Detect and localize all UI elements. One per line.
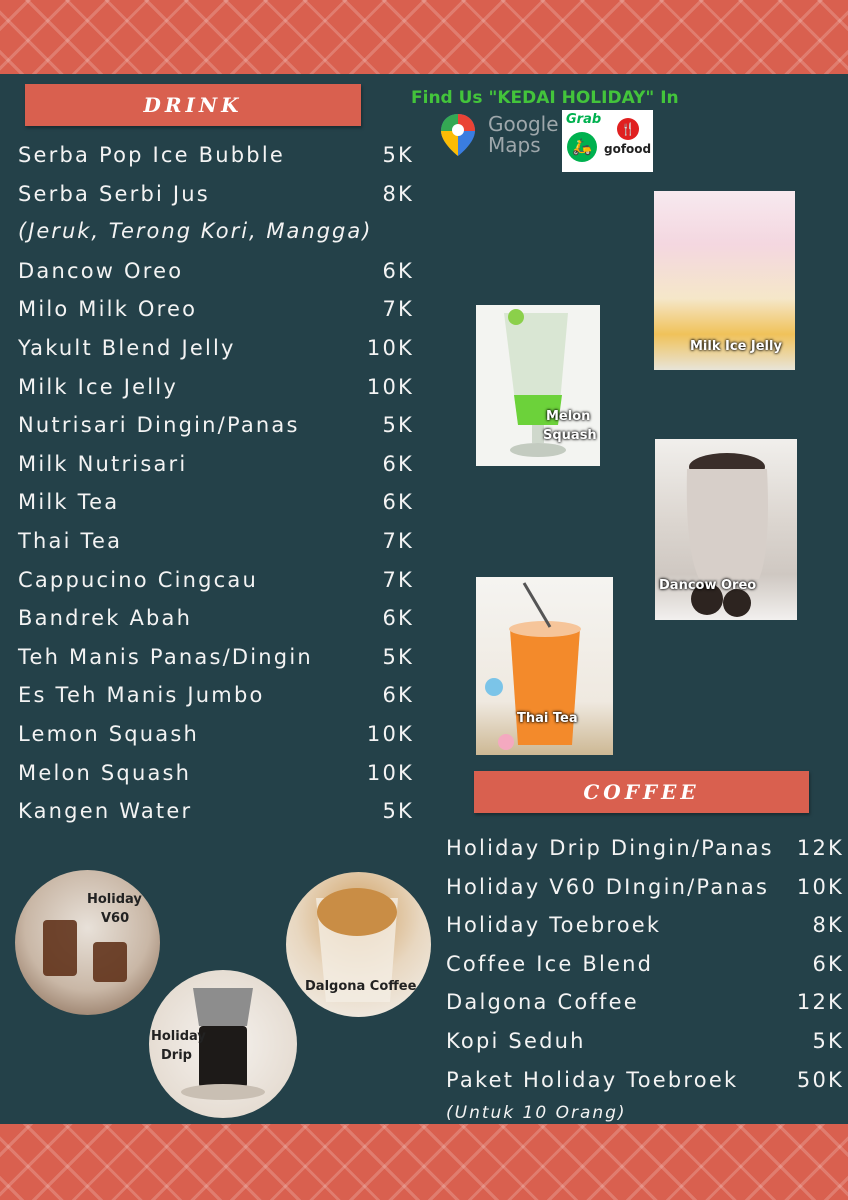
drink-item-price: 7K: [382, 529, 414, 553]
drink-item-price: 6K: [382, 683, 414, 708]
drink-item: [18, 295, 414, 323]
drink-item-name: Milo Milk Oreo: [18, 297, 198, 322]
drink-item: [18, 566, 414, 594]
holiday-drip-caption-line1: Holiday: [151, 1029, 206, 1044]
drink-item-price: 8K: [382, 181, 414, 206]
drink-item-price: 5K: [382, 143, 414, 167]
google-maps-logo: [436, 112, 559, 158]
drink-item: [18, 488, 414, 516]
drink-item-name: Bandrek Abah: [18, 606, 193, 631]
drink-item: [18, 180, 414, 208]
coffee-item-price: 50K: [796, 1067, 844, 1092]
drink-item-price: 10K: [366, 374, 414, 399]
top-pattern-band: [0, 0, 848, 74]
drink-item-price: 7K: [382, 567, 414, 592]
delivery-apps-logo: [562, 110, 653, 172]
drink-item: [18, 604, 414, 632]
gofood-logo-text: gofood: [604, 142, 652, 156]
drink-item-name: Es Teh Manis Jumbo: [18, 683, 265, 708]
drink-item-name: Milk Ice Jelly: [18, 374, 178, 399]
drink-item-price: 10K: [366, 722, 414, 746]
drink-item-price: 7K: [382, 297, 414, 322]
drink-item: [18, 450, 414, 478]
drink-item-price: 10K: [366, 760, 414, 785]
drink-item-price: 6K: [382, 451, 414, 476]
coffee-item-name: Paket Holiday Toebroek: [446, 1067, 739, 1092]
thai-tea-caption: Thai Tea: [517, 711, 578, 726]
drink-item-name: Cappucino Cingcau: [18, 567, 258, 592]
drink-item-price: 6K: [382, 258, 414, 283]
drink-item-name: Melon Squash: [18, 760, 192, 785]
coffee-item-name: Dalgona Coffee: [446, 990, 639, 1015]
drink-item: [18, 797, 414, 825]
drink-item: [18, 141, 414, 169]
coffee-item: [446, 950, 844, 978]
drink-item: [18, 759, 414, 787]
coffee-item: [446, 834, 844, 862]
drink-item-price: 6K: [382, 490, 414, 515]
drink-item-price: 6K: [382, 606, 414, 631]
coffee-item-price: 10K: [796, 874, 844, 899]
thai-tea-cup-illustration: [476, 577, 613, 755]
coffee-item-name: Coffee Ice Blend: [446, 951, 654, 976]
maps-word-google: Google: [488, 112, 559, 136]
drink-item-price: 5K: [382, 799, 414, 824]
drink-item-name: Dancow Oreo: [18, 258, 184, 283]
drip-filter-illustration: [149, 970, 297, 1118]
drink-item-price: 10K: [366, 336, 414, 360]
melon-squash-caption-line1: Melon: [546, 409, 591, 424]
drink-item: [18, 643, 414, 671]
holiday-drip-photo: [149, 970, 297, 1118]
coffee-item: [446, 1027, 844, 1055]
drink-item-name: Kangen Water: [18, 799, 193, 824]
drink-item-name: Serba Serbi Jus: [18, 181, 210, 206]
thai-tea-photo: [476, 577, 613, 755]
dalgona-glass-illustration: [286, 872, 431, 1017]
drink-item-price: 5K: [382, 413, 414, 438]
coffee-item-price: 12K: [796, 990, 844, 1015]
map-pin-icon: [436, 112, 480, 158]
coffee-item: [446, 911, 844, 939]
drink-item: [18, 334, 414, 362]
paket-note: (Untuk 10 Orang): [446, 1103, 627, 1123]
gofood-icon: 🍴: [617, 118, 639, 140]
coffee-item: [446, 873, 844, 901]
find-us-heading: Find Us "KEDAI HOLIDAY" In: [411, 88, 679, 108]
coffee-item-price: 5K: [812, 1029, 844, 1053]
jus-flavors-note: (Jeruk, Terong Kori, Mangga): [18, 219, 373, 243]
coffee-item-name: Holiday V60 DIngin/Panas: [446, 874, 770, 899]
holiday-v60-caption-line1: Holiday: [87, 892, 142, 907]
dalgona-coffee-caption: Dalgona Coffee: [305, 979, 417, 994]
drink-item-price: 5K: [382, 644, 414, 669]
coffee-section-title: COFFEE: [474, 771, 809, 813]
drink-item-name: Teh Manis Panas/Dingin: [18, 644, 313, 669]
milk-ice-jelly-photo: [654, 191, 795, 370]
drink-item-name: Yakult Blend Jelly: [18, 336, 236, 360]
drink-item-name: Lemon Squash: [18, 722, 200, 746]
drink-item: [18, 720, 414, 748]
dalgona-coffee-photo: [286, 872, 431, 1017]
drink-item-name: Serba Pop Ice Bubble: [18, 143, 285, 167]
drink-item: [18, 681, 414, 709]
coffee-item-price: 6K: [812, 951, 844, 976]
coffee-item-name: Kopi Seduh: [446, 1029, 586, 1053]
coffee-item-name: Holiday Toebroek: [446, 913, 662, 938]
drink-item: [18, 411, 414, 439]
drink-item: [18, 257, 414, 285]
drink-item: [18, 373, 414, 401]
coffee-item: [446, 1066, 844, 1094]
drink-item-name: Milk Nutrisari: [18, 451, 188, 476]
holiday-v60-photo: [15, 870, 160, 1015]
milk-ice-jelly-caption: Milk Ice Jelly: [690, 339, 782, 354]
maps-word-maps: Maps: [488, 133, 541, 157]
coffee-item-price: 8K: [812, 913, 844, 938]
melon-squash-caption-line2: Squash: [543, 428, 597, 443]
drink-section-title: DRINK: [25, 84, 361, 126]
drink-item-name: Thai Tea: [18, 529, 123, 553]
dancow-oreo-caption: Dancow Oreo: [659, 578, 757, 593]
holiday-v60-caption-line2: V60: [101, 911, 130, 926]
bottom-pattern-band: [0, 1124, 848, 1200]
dancow-oreo-photo: [655, 439, 797, 620]
drink-item-name: Milk Tea: [18, 490, 120, 515]
drink-item-name: Nutrisari Dingin/Panas: [18, 413, 300, 438]
holiday-drip-caption-line2: Drip: [161, 1048, 192, 1063]
grabfood-icon: 🛵: [567, 132, 597, 162]
melon-squash-photo: [476, 305, 600, 466]
grab-logo-text: Grab: [566, 112, 602, 127]
drink-item: [18, 527, 414, 555]
coffee-item-price: 12K: [796, 836, 844, 860]
coffee-item-name: Holiday Drip Dingin/Panas: [446, 836, 774, 860]
coffee-item: [446, 988, 844, 1016]
